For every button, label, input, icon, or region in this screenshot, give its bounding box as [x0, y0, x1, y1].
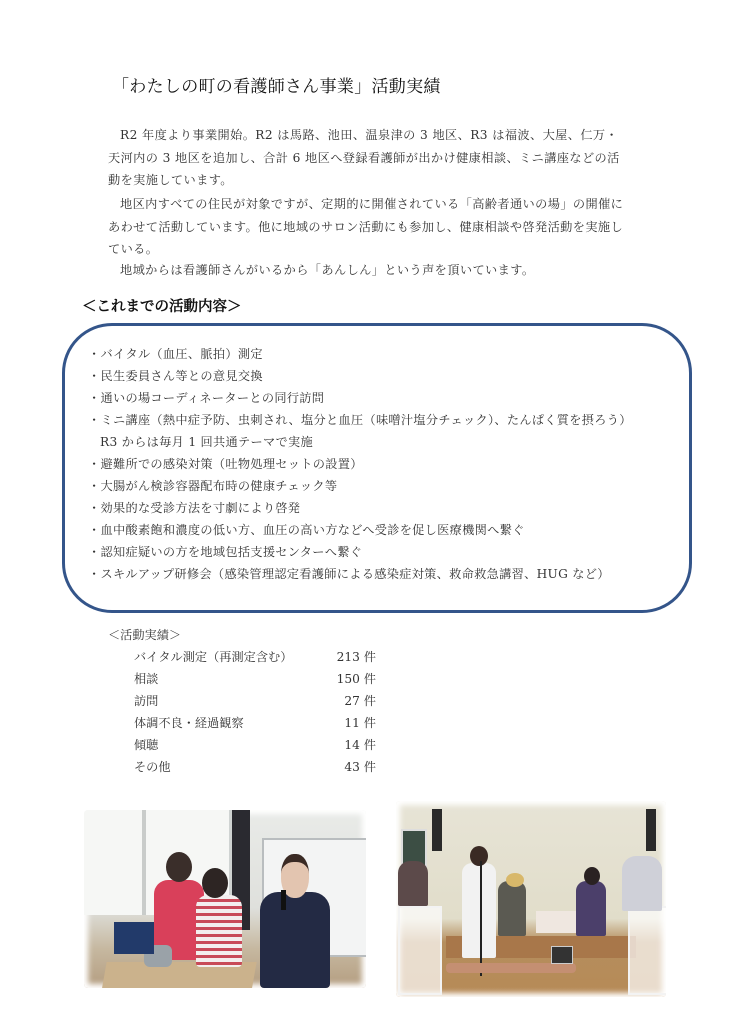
list-item: ・効果的な受診方法を寸劇により啓発: [88, 501, 301, 515]
result-label: 訪問: [134, 694, 159, 708]
result-value: 150 件: [336, 672, 376, 686]
result-value: 14 件: [344, 738, 376, 752]
activities-heading: ＜これまでの活動内容＞: [82, 299, 242, 315]
table-row: [134, 714, 376, 736]
microphone-image: [281, 890, 286, 910]
window-mullion: [142, 810, 146, 915]
list-item: ・スキルアップ研修会（感染管理認定看護師による感染症対策、救命救急講習、HUG など）: [88, 567, 610, 581]
result-label: その他: [134, 760, 171, 774]
list-item: ・バイタル（血圧、脈拍）測定: [88, 347, 263, 361]
intro-paragraph-1: [108, 124, 628, 192]
list-item-note: R3 からは毎月 1 回共通テーマで実施: [100, 435, 313, 449]
person-head: [166, 852, 192, 882]
performer-hat-head: [506, 873, 524, 887]
chair-left: [398, 906, 442, 995]
photo-skit-performance: [396, 801, 666, 997]
nurse-speaker: [462, 863, 496, 958]
mic-stand-image: [480, 861, 482, 976]
speaker-box-right: [646, 809, 656, 851]
amp-box-image: [551, 946, 573, 964]
blue-cooler-image: [114, 922, 154, 954]
result-label: 傾聴: [134, 738, 159, 752]
result-value: 213 件: [336, 650, 376, 664]
performer-seated: [576, 881, 606, 936]
performer-hat: [498, 881, 526, 936]
chair-right: [628, 906, 666, 995]
result-label: バイタル測定（再測定含む）: [134, 650, 293, 664]
result-label: 体調不良・経過観察: [134, 716, 244, 730]
table-row: [134, 758, 376, 780]
list-item: ・避難所での感染対策（吐物処理セットの設置）: [88, 457, 363, 471]
intro-text: 地域からは看護師さんがいるから「あんしん」という声を頂いています。: [120, 263, 535, 277]
table-row: [134, 670, 376, 692]
result-value: 43 件: [344, 760, 376, 774]
table-row: [134, 692, 376, 714]
intro-text: 地区内すべての住民が対象ですが、定期的に開催されている「高齢者通いの場」の開催にあわせて活動しています。他に地域のサロン活動にも参加し、健康相談や啓発活動を実施している。: [108, 197, 624, 256]
activities-list: [88, 343, 632, 585]
list-item: ・通いの場コーディネーターとの同行訪問: [88, 391, 325, 405]
floor-mat-image: [446, 963, 576, 973]
result-value: 27 件: [344, 694, 376, 708]
speaker-person: [260, 892, 330, 988]
table-row: [134, 648, 376, 670]
speaker-box-left: [432, 809, 442, 851]
list-item: ・ミニ講座（熱中症予防、虫刺され、塩分と血圧（味噌汁塩分チェック）、たんぱく質を摂ろう）: [88, 413, 632, 427]
photo-health-lecture: [84, 810, 366, 988]
list-item: ・認知症疑いの方を地域包括支援センターへ繋ぐ: [88, 545, 363, 559]
results-heading: ＜活動実績＞: [108, 628, 182, 642]
table-cloth-image: [536, 911, 576, 933]
person-head: [470, 846, 488, 866]
intro-paragraph-3: [108, 259, 628, 282]
audience-person: [622, 856, 662, 911]
page-title: 「わたしの町の看護師さん事業」活動実績: [112, 77, 441, 97]
person-head: [202, 868, 228, 898]
audience-person: [398, 861, 428, 906]
results-table: [134, 648, 376, 780]
result-value: 11 件: [344, 716, 376, 730]
table-row: [134, 736, 376, 758]
person-striped-shirt: [196, 895, 242, 967]
intro-text: R2 年度より事業開始。R2 は馬路、池田、温泉津の 3 地区、R3 は福波、大屋、仁万・天河内の 3 地区を追加し、合計 6 地区へ登録看護師が出かけ健康相談、ミニ講座などの活動を実施しています。: [108, 128, 620, 187]
intro-paragraph-2: [108, 193, 628, 261]
list-item: ・民生委員さん等との意見交換: [88, 369, 263, 383]
person-head: [584, 867, 600, 885]
result-label: 相談: [134, 672, 159, 686]
list-item: ・血中酸素飽和濃度の低い方、血圧の高い方などへ受診を促し医療機関へ繋ぐ: [88, 523, 525, 537]
list-item: ・大腸がん検診容器配布時の健康チェック等: [88, 479, 338, 493]
